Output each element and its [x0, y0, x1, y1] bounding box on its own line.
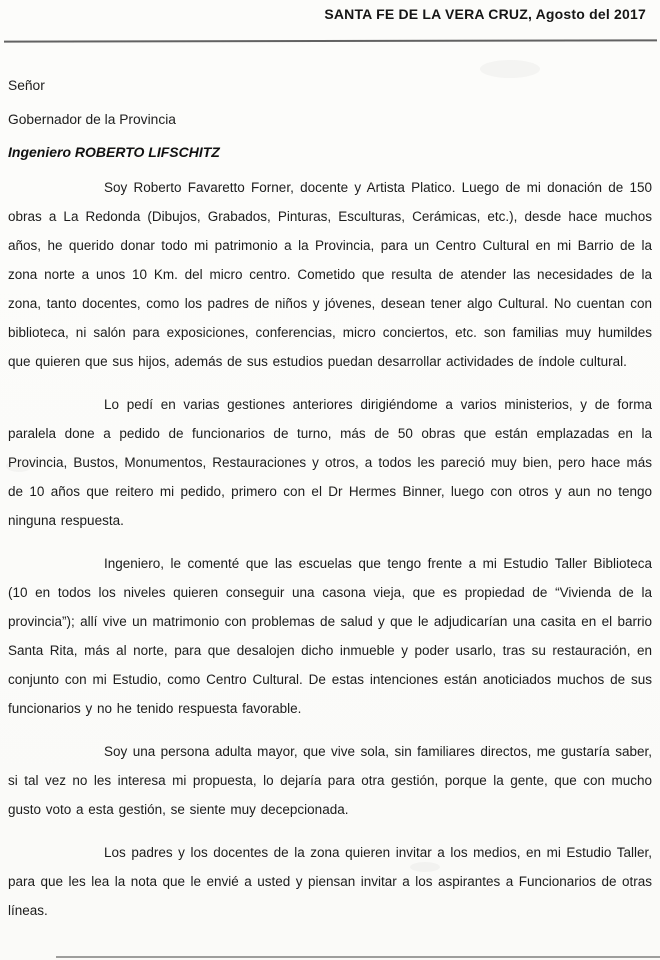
- header-divider-line: [4, 39, 657, 42]
- letter-paragraph-4: Soy una persona adulta mayor, que vive sola, sin familiares directos, me gustaría saber, si tal vez no les interesa mi propuesta, lo dejaría para otra gestión, porque la gente, que con mucho gusto voto a esta gestión, se siente muy decepcionada.: [8, 744, 652, 817]
- letter-paragraph-3: Ingeniero, le comenté que las escuelas que tengo frente a mi Estudio Taller Biblioteca (10 en todos los niveles quieren conseguir una casona vieja, que es propiedad de “Vivienda de la provincia”); allí vive un matrimonio con problemas de salud y que le adjudicarían una casita en el barrio Santa Rita, más al norte, para que desalojen dicho inmueble y poder usarlo, tras su restauración, en conjunto con mi Estudio, como Centro Cultural. De estas intenciones están anoticiados muchos de sus funcionarios y no he tenido respuesta favorable.: [8, 556, 652, 716]
- scan-bottom-edge-line: [56, 956, 660, 958]
- recipient-name: Ingeniero ROBERTO LIFSCHITZ: [8, 144, 220, 160]
- recipient-title: Gobernador de la Provincia: [8, 112, 176, 127]
- scan-artifact: [480, 60, 540, 78]
- letter-body: [8, 173, 652, 939]
- recipient-salutation: Señor: [8, 78, 45, 93]
- letter-dateline: SANTA FE DE LA VERA CRUZ, Agosto del 2017: [324, 6, 646, 22]
- letter-paragraph-1: Soy Roberto Favaretto Forner, docente y Artista Platico. Luego de mi donación de 150 obras a La Redonda (Dibujos, Grabados, Pinturas, Esculturas, Cerámicas, etc.), desde hace muchos años, he querido donar todo mi patrimonio a la Provincia, para un Centro Cultural en mi Barrio de la zona norte a unos 10 Km. del micro centro. Cometido que resulta de atender las necesidades de la zona, tanto docentes, como los padres de niños y jóvenes, desean tener algo Cultural. No cuentan con biblioteca, ni salón para exposiciones, conferencias, micro conciertos, etc. son familias muy humildes que quieren que sus hijos, además de sus estudios puedan desarrollar actividades de índole cultural.: [8, 180, 652, 369]
- letter-paragraph-2: Lo pedí en varias gestiones anteriores dirigiéndome a varios ministerios, y de forma paralela done a pedido de funcionarios de turno, más de 50 obras que están emplazadas en la Provincia, Bustos, Monumentos, Restauraciones y otros, a todos les pareció muy bien, pero hace más de 10 años que reitero mi pedido, primero con el Dr Hermes Binner, luego con otros y aun no tengo ninguna respuesta.: [8, 397, 652, 528]
- letter-paragraph-5: Los padres y los docentes de la zona quieren invitar a los medios, en mi Estudio Taller, para que les lea la nota que le envié a usted y piensan invitar a los aspirantes a Funcionarios de otras líneas.: [8, 845, 652, 918]
